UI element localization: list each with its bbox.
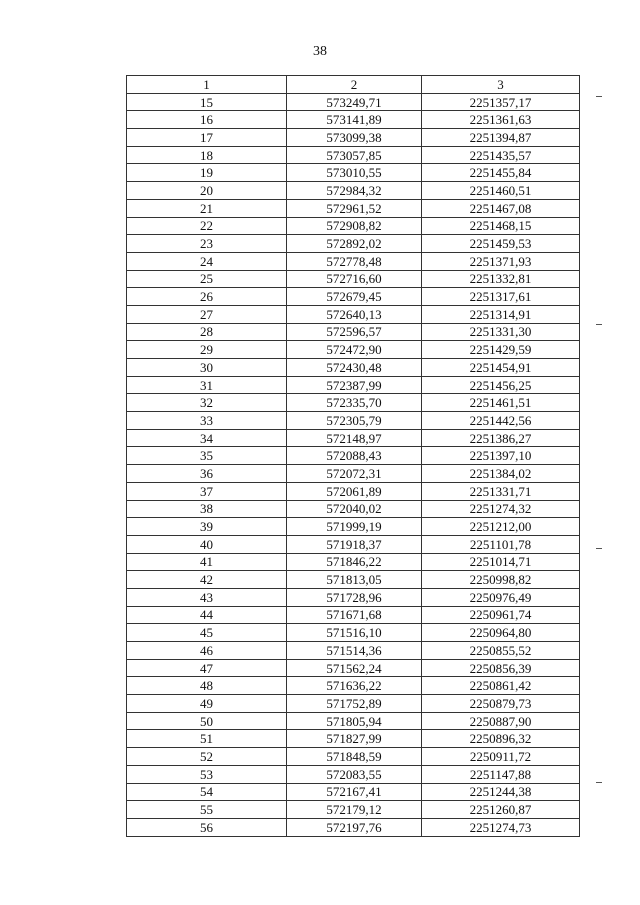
y-coordinate-cell: 2251429,59: [422, 341, 580, 359]
point-number-cell: 38: [127, 500, 287, 518]
point-number-cell: 30: [127, 359, 287, 377]
x-coordinate-cell: 572040,02: [287, 500, 422, 518]
point-number-cell: 49: [127, 695, 287, 713]
x-coordinate-cell: 572179,12: [287, 801, 422, 819]
point-number-cell: 28: [127, 323, 287, 341]
y-coordinate-cell: 2251455,84: [422, 164, 580, 182]
table-row: [127, 199, 580, 217]
point-number-cell: 40: [127, 535, 287, 553]
table-row: [127, 447, 580, 465]
column-header-1: 1: [127, 76, 287, 94]
y-coordinate-cell: 2251435,57: [422, 146, 580, 164]
point-number-cell: 36: [127, 465, 287, 483]
x-coordinate-cell: 573010,55: [287, 164, 422, 182]
table-row: [127, 235, 580, 253]
table-row: [127, 465, 580, 483]
point-number-cell: 35: [127, 447, 287, 465]
x-coordinate-cell: 573099,38: [287, 129, 422, 147]
y-coordinate-cell: 2251386,27: [422, 429, 580, 447]
x-coordinate-cell: 572596,57: [287, 323, 422, 341]
table-row: [127, 93, 580, 111]
point-number-cell: 26: [127, 288, 287, 306]
table-row: [127, 818, 580, 836]
point-number-cell: 46: [127, 642, 287, 660]
table-row: [127, 730, 580, 748]
x-coordinate-cell: 571728,96: [287, 588, 422, 606]
x-coordinate-cell: 571671,68: [287, 606, 422, 624]
table-row: [127, 323, 580, 341]
column-header-2: 2: [287, 76, 422, 94]
x-coordinate-cell: 571752,89: [287, 695, 422, 713]
x-coordinate-cell: 572716,60: [287, 270, 422, 288]
x-coordinate-cell: 571562,24: [287, 659, 422, 677]
y-coordinate-cell: 2251456,25: [422, 376, 580, 394]
table-row: [127, 801, 580, 819]
y-coordinate-cell: 2250976,49: [422, 588, 580, 606]
y-coordinate-cell: 2251459,53: [422, 235, 580, 253]
point-number-cell: 34: [127, 429, 287, 447]
table-row: [127, 252, 580, 270]
coordinates-table-body: [127, 76, 580, 837]
y-coordinate-cell: 2250879,73: [422, 695, 580, 713]
y-coordinate-cell: 2251317,61: [422, 288, 580, 306]
table-row: [127, 695, 580, 713]
point-number-cell: 15: [127, 93, 287, 111]
x-coordinate-cell: 572679,45: [287, 288, 422, 306]
y-coordinate-cell: 2250961,74: [422, 606, 580, 624]
table-row: [127, 164, 580, 182]
x-coordinate-cell: 571846,22: [287, 553, 422, 571]
table-row: [127, 624, 580, 642]
y-coordinate-cell: 2251331,71: [422, 482, 580, 500]
x-coordinate-cell: 571813,05: [287, 571, 422, 589]
point-number-cell: 50: [127, 712, 287, 730]
table-row: [127, 359, 580, 377]
table-row: [127, 111, 580, 129]
point-number-cell: 41: [127, 553, 287, 571]
y-coordinate-cell: 2251467,08: [422, 199, 580, 217]
x-coordinate-cell: 572387,99: [287, 376, 422, 394]
point-number-cell: 39: [127, 518, 287, 536]
point-number-cell: 53: [127, 765, 287, 783]
y-coordinate-cell: 2251274,32: [422, 500, 580, 518]
y-coordinate-cell: 2251461,51: [422, 394, 580, 412]
x-coordinate-cell: 572430,48: [287, 359, 422, 377]
point-number-cell: 48: [127, 677, 287, 695]
point-number-cell: 33: [127, 412, 287, 430]
x-coordinate-cell: 571827,99: [287, 730, 422, 748]
point-number-cell: 31: [127, 376, 287, 394]
y-coordinate-cell: 2251361,63: [422, 111, 580, 129]
y-coordinate-cell: 2251274,73: [422, 818, 580, 836]
x-coordinate-cell: 572640,13: [287, 305, 422, 323]
x-coordinate-cell: 572167,41: [287, 783, 422, 801]
x-coordinate-cell: 571918,37: [287, 535, 422, 553]
x-coordinate-cell: 572305,79: [287, 412, 422, 430]
table-row: [127, 341, 580, 359]
y-coordinate-cell: 2251244,38: [422, 783, 580, 801]
point-number-cell: 56: [127, 818, 287, 836]
point-number-cell: 29: [127, 341, 287, 359]
y-coordinate-cell: 2250896,32: [422, 730, 580, 748]
table-row: [127, 642, 580, 660]
table-row: [127, 748, 580, 766]
point-number-cell: 18: [127, 146, 287, 164]
y-coordinate-cell: 2251331,30: [422, 323, 580, 341]
column-header-3: 3: [422, 76, 580, 94]
table-row: [127, 270, 580, 288]
point-number-cell: 16: [127, 111, 287, 129]
y-coordinate-cell: 2251357,17: [422, 93, 580, 111]
x-coordinate-cell: 571516,10: [287, 624, 422, 642]
x-coordinate-cell: 573249,71: [287, 93, 422, 111]
point-number-cell: 20: [127, 182, 287, 200]
y-coordinate-cell: 2251212,00: [422, 518, 580, 536]
point-number-cell: 25: [127, 270, 287, 288]
point-number-cell: 21: [127, 199, 287, 217]
y-coordinate-cell: 2251260,87: [422, 801, 580, 819]
point-number-cell: 32: [127, 394, 287, 412]
point-number-cell: 42: [127, 571, 287, 589]
x-coordinate-cell: 572472,90: [287, 341, 422, 359]
table-row: [127, 182, 580, 200]
table-row: [127, 765, 580, 783]
x-coordinate-cell: 573141,89: [287, 111, 422, 129]
y-coordinate-cell: 2250911,72: [422, 748, 580, 766]
point-number-cell: 47: [127, 659, 287, 677]
y-coordinate-cell: 2251397,10: [422, 447, 580, 465]
point-number-cell: 54: [127, 783, 287, 801]
y-coordinate-cell: 2251371,93: [422, 252, 580, 270]
y-coordinate-cell: 2250887,90: [422, 712, 580, 730]
table-row: [127, 553, 580, 571]
table-row: [127, 500, 580, 518]
table-row: [127, 129, 580, 147]
x-coordinate-cell: 572088,43: [287, 447, 422, 465]
y-coordinate-cell: 2251314,91: [422, 305, 580, 323]
point-number-cell: 27: [127, 305, 287, 323]
table-row: [127, 394, 580, 412]
point-number-cell: 23: [127, 235, 287, 253]
x-coordinate-cell: 571805,94: [287, 712, 422, 730]
point-number-cell: 51: [127, 730, 287, 748]
y-coordinate-cell: 2251394,87: [422, 129, 580, 147]
x-coordinate-cell: 572061,89: [287, 482, 422, 500]
margin-mark: [596, 782, 602, 783]
y-coordinate-cell: 2251442,56: [422, 412, 580, 430]
table-row: [127, 429, 580, 447]
margin-mark: [596, 324, 602, 325]
table-row: [127, 217, 580, 235]
point-number-cell: 19: [127, 164, 287, 182]
x-coordinate-cell: 572083,55: [287, 765, 422, 783]
x-coordinate-cell: 572984,32: [287, 182, 422, 200]
y-coordinate-cell: 2251332,81: [422, 270, 580, 288]
table-row: [127, 783, 580, 801]
point-number-cell: 17: [127, 129, 287, 147]
y-coordinate-cell: 2251147,88: [422, 765, 580, 783]
margin-mark: [596, 548, 602, 549]
y-coordinate-cell: 2251384,02: [422, 465, 580, 483]
x-coordinate-cell: 572072,31: [287, 465, 422, 483]
point-number-cell: 44: [127, 606, 287, 624]
y-coordinate-cell: 2251101,78: [422, 535, 580, 553]
x-coordinate-cell: 571636,22: [287, 677, 422, 695]
table-row: [127, 412, 580, 430]
x-coordinate-cell: 572892,02: [287, 235, 422, 253]
page-number: 38: [313, 44, 327, 59]
x-coordinate-cell: 573057,85: [287, 146, 422, 164]
table-row: [127, 305, 580, 323]
point-number-cell: 24: [127, 252, 287, 270]
table-row: [127, 376, 580, 394]
coordinates-table: [126, 75, 580, 837]
table-header-row: [127, 76, 580, 94]
x-coordinate-cell: 572908,82: [287, 217, 422, 235]
point-number-cell: 43: [127, 588, 287, 606]
point-number-cell: 22: [127, 217, 287, 235]
y-coordinate-cell: 2251014,71: [422, 553, 580, 571]
table-row: [127, 677, 580, 695]
table-row: [127, 535, 580, 553]
table-row: [127, 146, 580, 164]
margin-mark: [596, 96, 602, 97]
point-number-cell: 45: [127, 624, 287, 642]
y-coordinate-cell: 2250856,39: [422, 659, 580, 677]
table-row: [127, 482, 580, 500]
table-row: [127, 606, 580, 624]
y-coordinate-cell: 2250861,42: [422, 677, 580, 695]
point-number-cell: 52: [127, 748, 287, 766]
x-coordinate-cell: 571999,19: [287, 518, 422, 536]
y-coordinate-cell: 2250855,52: [422, 642, 580, 660]
y-coordinate-cell: 2251468,15: [422, 217, 580, 235]
x-coordinate-cell: 572335,70: [287, 394, 422, 412]
table-row: [127, 571, 580, 589]
x-coordinate-cell: 571848,59: [287, 748, 422, 766]
y-coordinate-cell: 2250998,82: [422, 571, 580, 589]
table-row: [127, 518, 580, 536]
table-row: [127, 659, 580, 677]
x-coordinate-cell: 571514,36: [287, 642, 422, 660]
table-row: [127, 288, 580, 306]
y-coordinate-cell: 2251460,51: [422, 182, 580, 200]
point-number-cell: 55: [127, 801, 287, 819]
table-row: [127, 712, 580, 730]
point-number-cell: 37: [127, 482, 287, 500]
x-coordinate-cell: 572961,52: [287, 199, 422, 217]
x-coordinate-cell: 572197,76: [287, 818, 422, 836]
x-coordinate-cell: 572778,48: [287, 252, 422, 270]
x-coordinate-cell: 572148,97: [287, 429, 422, 447]
y-coordinate-cell: 2251454,91: [422, 359, 580, 377]
y-coordinate-cell: 2250964,80: [422, 624, 580, 642]
table-row: [127, 588, 580, 606]
